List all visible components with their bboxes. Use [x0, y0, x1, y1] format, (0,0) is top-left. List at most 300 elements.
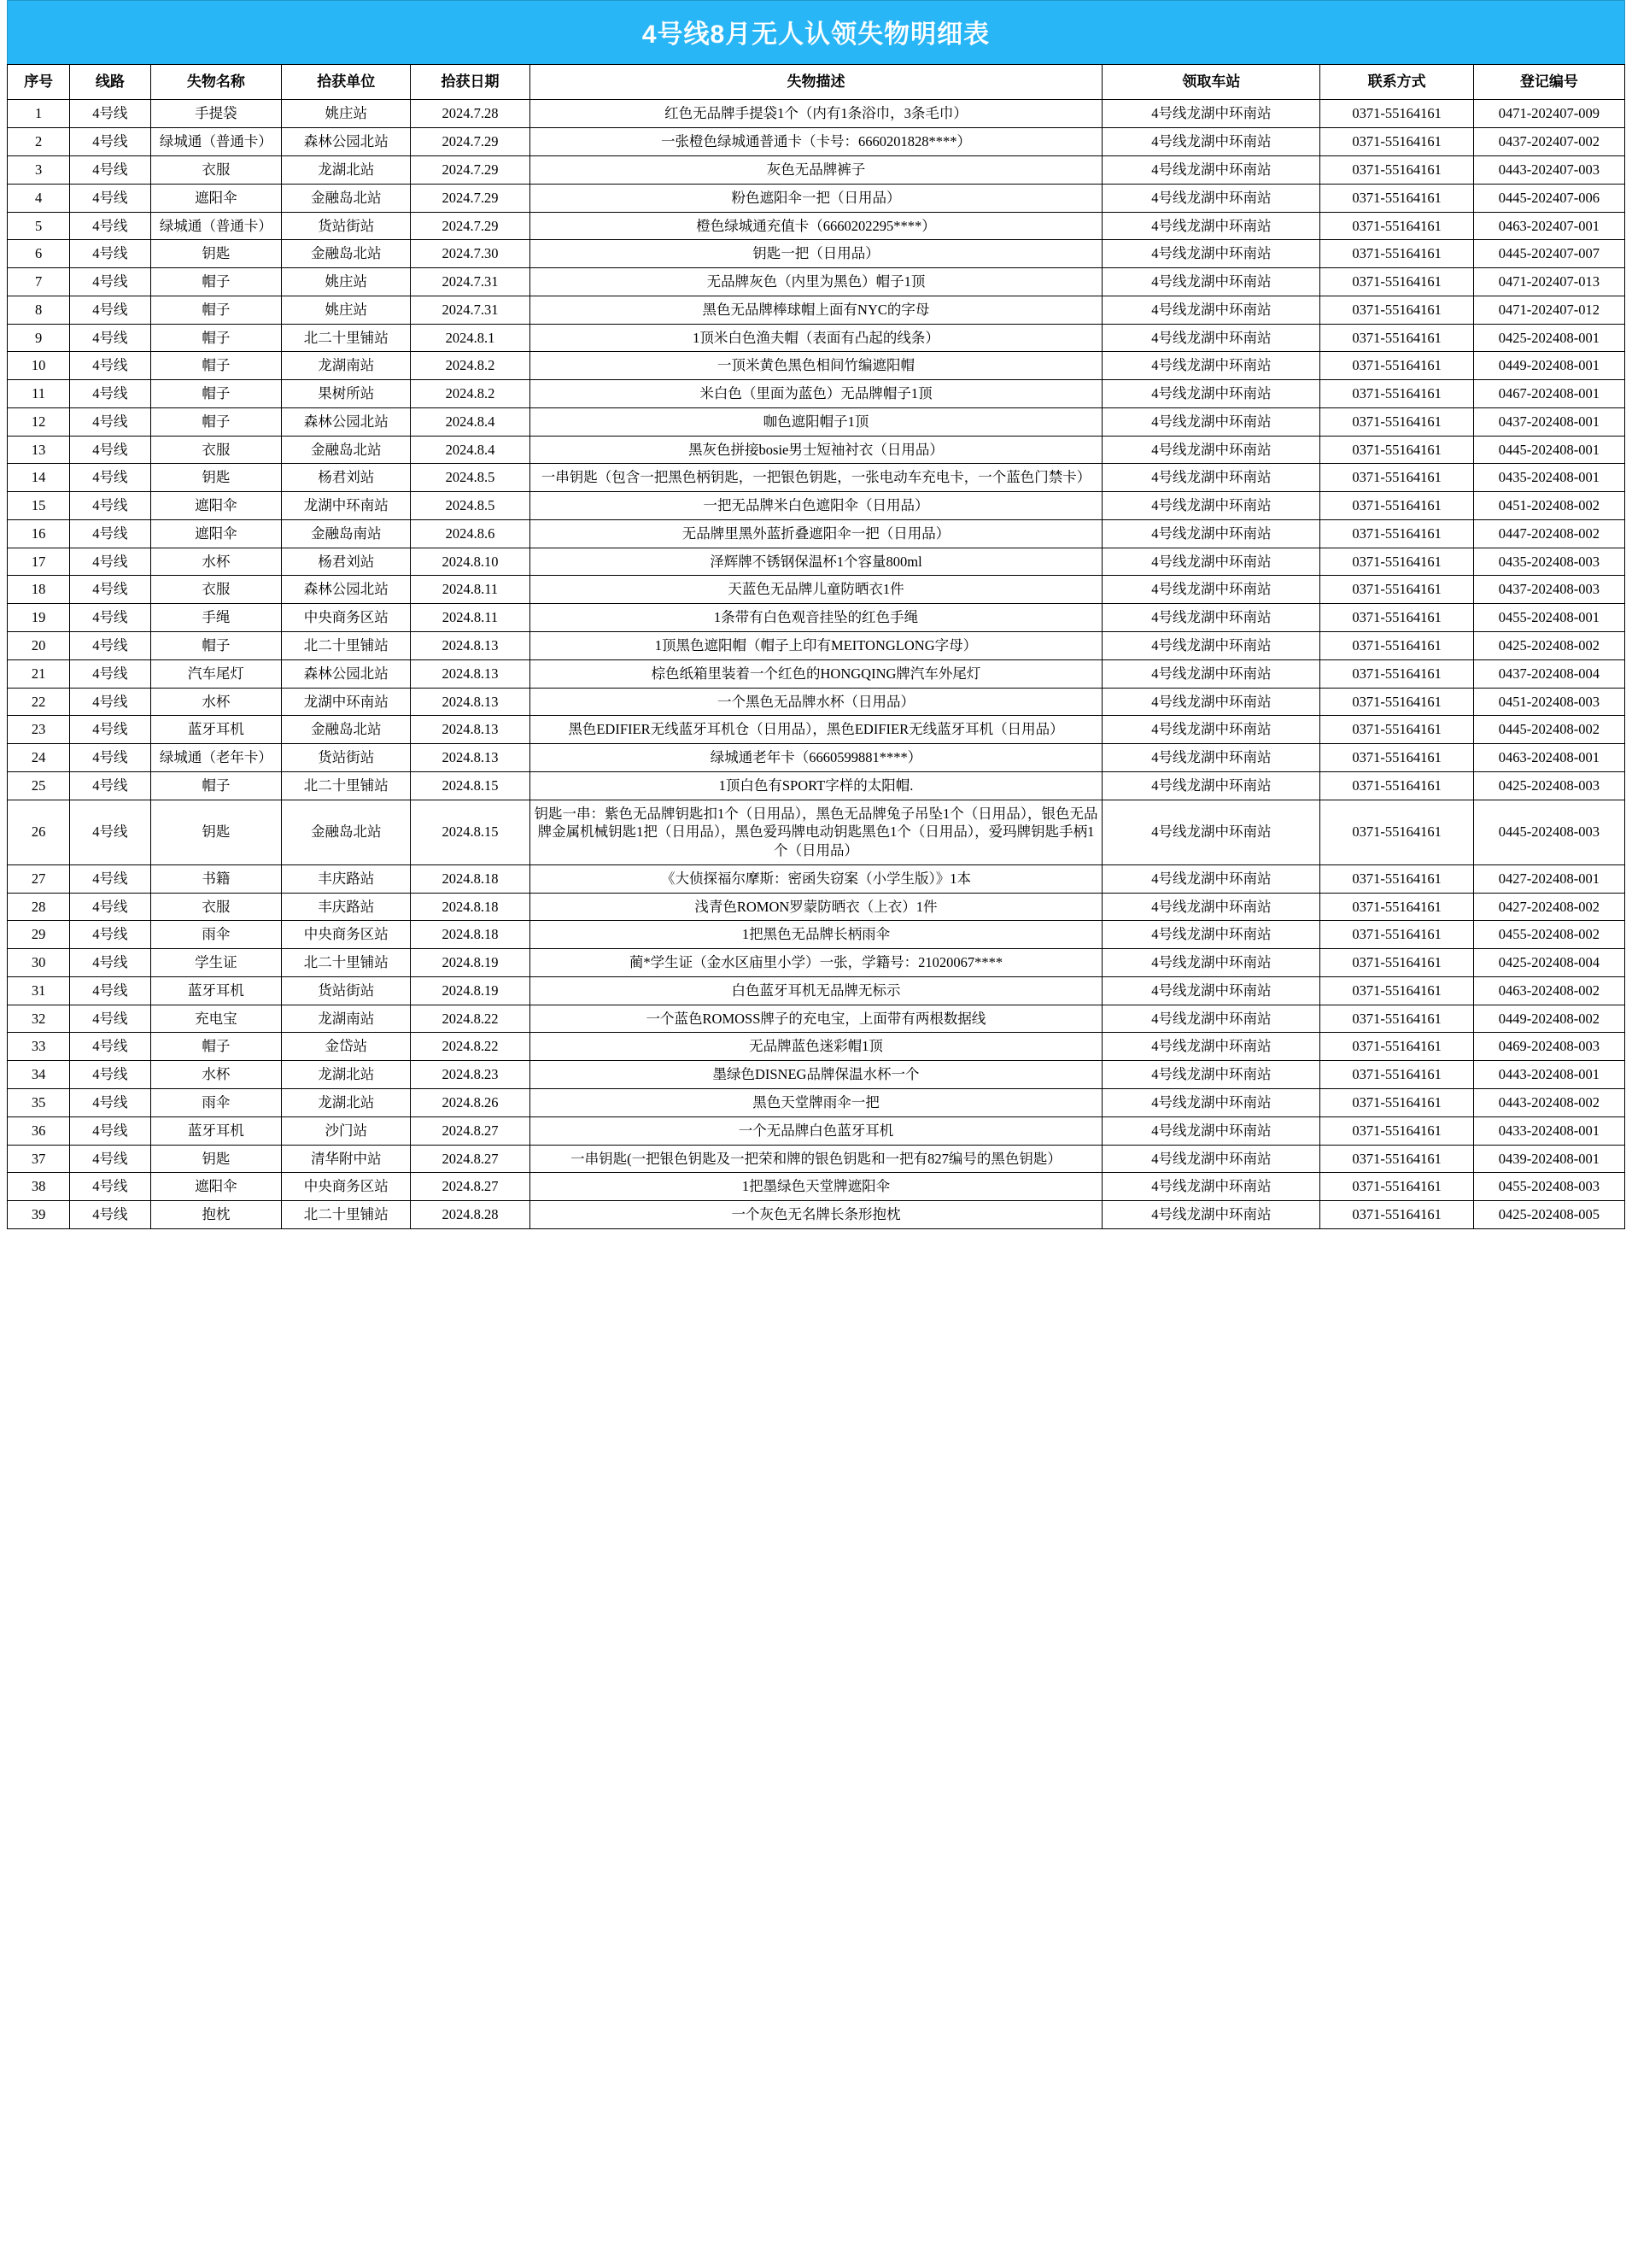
cell-found-date: 2024.8.11 [411, 576, 529, 604]
cell-found-unit: 龙湖南站 [282, 352, 411, 380]
cell-registration-no: 0427-202408-001 [1473, 864, 1624, 893]
cell-found-date: 2024.8.6 [411, 519, 529, 548]
table-body [8, 100, 1625, 1228]
cell-no: 22 [8, 688, 70, 716]
cell-registration-no: 0463-202408-002 [1473, 976, 1624, 1005]
cell-item-name: 钥匙 [150, 464, 282, 492]
table-row [8, 744, 1625, 772]
cell-registration-no: 0471-202407-009 [1473, 100, 1624, 128]
cell-contact: 0371-55164161 [1320, 407, 1473, 436]
cell-pickup-station: 4号线龙湖中环南站 [1103, 407, 1320, 436]
cell-description: 墨绿色DISNEG品牌保温水杯一个 [529, 1061, 1103, 1089]
cell-description: 米白色（里面为蓝色）无品牌帽子1顶 [529, 380, 1103, 408]
cell-item-name: 衣服 [150, 893, 282, 921]
table-row [8, 1116, 1625, 1145]
cell-registration-no: 0443-202408-001 [1473, 1061, 1624, 1089]
cell-contact: 0371-55164161 [1320, 604, 1473, 632]
cell-line: 4号线 [70, 1089, 150, 1117]
cell-item-name: 衣服 [150, 155, 282, 184]
cell-found-date: 2024.7.28 [411, 100, 529, 128]
cell-description: 一张橙色绿城通普通卡（卡号：6660201828****） [529, 128, 1103, 156]
cell-description: 钥匙一把（日用品） [529, 240, 1103, 268]
cell-found-date: 2024.8.5 [411, 492, 529, 520]
cell-item-name: 抱枕 [150, 1201, 282, 1229]
cell-description: 黑灰色拼接bosie男士短袖衬衣（日用品） [529, 436, 1103, 464]
cell-line: 4号线 [70, 436, 150, 464]
cell-found-date: 2024.7.29 [411, 184, 529, 212]
cell-contact: 0371-55164161 [1320, 128, 1473, 156]
cell-no: 1 [8, 100, 70, 128]
cell-line: 4号线 [70, 407, 150, 436]
cell-description: 《大侦探福尔摩斯：密函失窃案（小学生版）》1本 [529, 864, 1103, 893]
cell-item-name: 学生证 [150, 949, 282, 977]
cell-no: 14 [8, 464, 70, 492]
cell-pickup-station: 4号线龙湖中环南站 [1103, 155, 1320, 184]
cell-no: 17 [8, 548, 70, 576]
table-row [8, 128, 1625, 156]
cell-contact: 0371-55164161 [1320, 519, 1473, 548]
cell-pickup-station: 4号线龙湖中环南站 [1103, 212, 1320, 240]
table-row [8, 688, 1625, 716]
cell-line: 4号线 [70, 212, 150, 240]
cell-line: 4号线 [70, 921, 150, 949]
cell-item-name: 遮阳伞 [150, 184, 282, 212]
cell-pickup-station: 4号线龙湖中环南站 [1103, 436, 1320, 464]
cell-item-name: 帽子 [150, 771, 282, 800]
cell-description: 无品牌蓝色迷彩帽1顶 [529, 1033, 1103, 1061]
cell-description: 一顶米黄色黑色相间竹编遮阳帽 [529, 352, 1103, 380]
cell-found-unit: 货站街站 [282, 976, 411, 1005]
cell-registration-no: 0425-202408-003 [1473, 771, 1624, 800]
table-row [8, 492, 1625, 520]
cell-no: 23 [8, 716, 70, 744]
cell-found-date: 2024.8.15 [411, 771, 529, 800]
cell-description: 棕色纸箱里装着一个红色的HONGQING牌汽车外尾灯 [529, 659, 1103, 688]
cell-found-date: 2024.8.27 [411, 1173, 529, 1201]
cell-found-date: 2024.8.11 [411, 604, 529, 632]
cell-description: 浅青色ROMON罗蒙防晒衣（上衣）1件 [529, 893, 1103, 921]
cell-line: 4号线 [70, 576, 150, 604]
cell-contact: 0371-55164161 [1320, 212, 1473, 240]
cell-found-date: 2024.8.13 [411, 744, 529, 772]
cell-pickup-station: 4号线龙湖中环南站 [1103, 864, 1320, 893]
cell-item-name: 帽子 [150, 631, 282, 659]
cell-no: 5 [8, 212, 70, 240]
cell-item-name: 衣服 [150, 576, 282, 604]
cell-no: 7 [8, 268, 70, 296]
cell-found-date: 2024.8.15 [411, 800, 529, 864]
cell-pickup-station: 4号线龙湖中环南站 [1103, 184, 1320, 212]
cell-line: 4号线 [70, 864, 150, 893]
cell-pickup-station: 4号线龙湖中环南站 [1103, 1116, 1320, 1145]
table-row [8, 893, 1625, 921]
column-header-item-name: 失物名称 [150, 65, 282, 100]
cell-registration-no: 0437-202408-001 [1473, 407, 1624, 436]
cell-description: 1把墨绿色天堂牌遮阳伞 [529, 1173, 1103, 1201]
cell-contact: 0371-55164161 [1320, 688, 1473, 716]
cell-found-unit: 龙湖北站 [282, 1061, 411, 1089]
table-row [8, 155, 1625, 184]
cell-no: 35 [8, 1089, 70, 1117]
cell-item-name: 手绳 [150, 604, 282, 632]
cell-item-name: 蓝牙耳机 [150, 1116, 282, 1145]
cell-item-name: 钥匙 [150, 1145, 282, 1173]
cell-no: 28 [8, 893, 70, 921]
cell-registration-no: 0435-202408-003 [1473, 548, 1624, 576]
cell-found-date: 2024.8.23 [411, 1061, 529, 1089]
cell-line: 4号线 [70, 268, 150, 296]
cell-line: 4号线 [70, 240, 150, 268]
table-header-row [8, 65, 1625, 100]
table-row [8, 436, 1625, 464]
column-header-contact: 联系方式 [1320, 65, 1473, 100]
cell-no: 8 [8, 296, 70, 324]
cell-found-unit: 北二十里铺站 [282, 771, 411, 800]
cell-line: 4号线 [70, 893, 150, 921]
cell-contact: 0371-55164161 [1320, 976, 1473, 1005]
cell-contact: 0371-55164161 [1320, 1201, 1473, 1229]
table-row [8, 212, 1625, 240]
table-row [8, 464, 1625, 492]
cell-contact: 0371-55164161 [1320, 893, 1473, 921]
cell-item-name: 充电宝 [150, 1005, 282, 1033]
cell-description: 红色无品牌手提袋1个（内有1条浴巾，3条毛巾） [529, 100, 1103, 128]
cell-found-unit: 货站街站 [282, 744, 411, 772]
cell-contact: 0371-55164161 [1320, 296, 1473, 324]
cell-item-name: 水杯 [150, 548, 282, 576]
cell-pickup-station: 4号线龙湖中环南站 [1103, 548, 1320, 576]
cell-found-date: 2024.8.27 [411, 1116, 529, 1145]
table-row [8, 407, 1625, 436]
cell-pickup-station: 4号线龙湖中环南站 [1103, 1033, 1320, 1061]
cell-found-unit: 金融岛北站 [282, 436, 411, 464]
cell-description: 黑色无品牌棒球帽上面有NYC的字母 [529, 296, 1103, 324]
cell-found-unit: 金岱站 [282, 1033, 411, 1061]
cell-line: 4号线 [70, 744, 150, 772]
cell-line: 4号线 [70, 631, 150, 659]
cell-description: 绿城通老年卡（6660599881****） [529, 744, 1103, 772]
table-row [8, 296, 1625, 324]
table-row [8, 100, 1625, 128]
cell-line: 4号线 [70, 688, 150, 716]
cell-contact: 0371-55164161 [1320, 240, 1473, 268]
cell-found-unit: 北二十里铺站 [282, 631, 411, 659]
cell-description: 黑色天堂牌雨伞一把 [529, 1089, 1103, 1117]
cell-pickup-station: 4号线龙湖中环南站 [1103, 631, 1320, 659]
cell-no: 20 [8, 631, 70, 659]
cell-registration-no: 0443-202407-003 [1473, 155, 1624, 184]
cell-found-date: 2024.8.1 [411, 324, 529, 352]
cell-contact: 0371-55164161 [1320, 921, 1473, 949]
cell-description: 天蓝色无品牌儿童防晒衣1件 [529, 576, 1103, 604]
cell-no: 3 [8, 155, 70, 184]
cell-description: 蔺*学生证（金水区庙里小学）一张，学籍号：21020067**** [529, 949, 1103, 977]
cell-registration-no: 0469-202408-003 [1473, 1033, 1624, 1061]
cell-item-name: 水杯 [150, 688, 282, 716]
cell-registration-no: 0471-202407-012 [1473, 296, 1624, 324]
cell-item-name: 汽车尾灯 [150, 659, 282, 688]
cell-found-date: 2024.8.2 [411, 380, 529, 408]
cell-contact: 0371-55164161 [1320, 100, 1473, 128]
table-row [8, 352, 1625, 380]
cell-pickup-station: 4号线龙湖中环南站 [1103, 800, 1320, 864]
cell-item-name: 衣服 [150, 436, 282, 464]
cell-pickup-station: 4号线龙湖中环南站 [1103, 976, 1320, 1005]
cell-contact: 0371-55164161 [1320, 352, 1473, 380]
cell-found-unit: 龙湖中环南站 [282, 492, 411, 520]
cell-no: 26 [8, 800, 70, 864]
cell-pickup-station: 4号线龙湖中环南站 [1103, 688, 1320, 716]
cell-item-name: 绿城通（普通卡） [150, 128, 282, 156]
cell-contact: 0371-55164161 [1320, 380, 1473, 408]
cell-item-name: 遮阳伞 [150, 492, 282, 520]
cell-found-unit: 金融岛北站 [282, 800, 411, 864]
cell-item-name: 水杯 [150, 1061, 282, 1089]
cell-description: 黑色EDIFIER无线蓝牙耳机仓（日用品），黑色EDIFIER无线蓝牙耳机（日用品） [529, 716, 1103, 744]
table-row [8, 659, 1625, 688]
cell-found-unit: 龙湖北站 [282, 155, 411, 184]
table-row [8, 976, 1625, 1005]
cell-registration-no: 0449-202408-002 [1473, 1005, 1624, 1033]
cell-line: 4号线 [70, 1005, 150, 1033]
cell-item-name: 蓝牙耳机 [150, 976, 282, 1005]
cell-pickup-station: 4号线龙湖中环南站 [1103, 1173, 1320, 1201]
cell-registration-no: 0425-202408-004 [1473, 949, 1624, 977]
cell-found-unit: 森林公园北站 [282, 128, 411, 156]
column-header-found-date: 拾获日期 [411, 65, 529, 100]
cell-contact: 0371-55164161 [1320, 155, 1473, 184]
cell-pickup-station: 4号线龙湖中环南站 [1103, 296, 1320, 324]
cell-found-date: 2024.7.29 [411, 212, 529, 240]
column-header-no: 序号 [8, 65, 70, 100]
cell-contact: 0371-55164161 [1320, 464, 1473, 492]
column-header-pickup-station: 领取车站 [1103, 65, 1320, 100]
cell-no: 6 [8, 240, 70, 268]
page-title: 4号线8月无人认领失物明细表 [7, 0, 1625, 64]
cell-item-name: 书籍 [150, 864, 282, 893]
cell-found-unit: 清华附中站 [282, 1145, 411, 1173]
cell-description: 无品牌里黑外蓝折叠遮阳伞一把（日用品） [529, 519, 1103, 548]
cell-no: 15 [8, 492, 70, 520]
cell-registration-no: 0467-202408-001 [1473, 380, 1624, 408]
cell-found-date: 2024.7.31 [411, 268, 529, 296]
cell-found-unit: 金融岛南站 [282, 519, 411, 548]
cell-found-unit: 北二十里铺站 [282, 949, 411, 977]
cell-line: 4号线 [70, 1145, 150, 1173]
cell-found-unit: 果树所站 [282, 380, 411, 408]
cell-registration-no: 0445-202407-006 [1473, 184, 1624, 212]
cell-line: 4号线 [70, 1061, 150, 1089]
table-row [8, 576, 1625, 604]
cell-contact: 0371-55164161 [1320, 744, 1473, 772]
cell-item-name: 绿城通（老年卡） [150, 744, 282, 772]
cell-description: 橙色绿城通充值卡（6660202295****） [529, 212, 1103, 240]
cell-line: 4号线 [70, 548, 150, 576]
cell-found-date: 2024.8.22 [411, 1005, 529, 1033]
cell-no: 13 [8, 436, 70, 464]
cell-registration-no: 0451-202408-002 [1473, 492, 1624, 520]
cell-line: 4号线 [70, 1201, 150, 1229]
table-row [8, 921, 1625, 949]
cell-registration-no: 0447-202408-002 [1473, 519, 1624, 548]
cell-found-date: 2024.8.27 [411, 1145, 529, 1173]
cell-no: 38 [8, 1173, 70, 1201]
table-row [8, 949, 1625, 977]
cell-registration-no: 0443-202408-002 [1473, 1089, 1624, 1117]
cell-item-name: 雨伞 [150, 1089, 282, 1117]
cell-no: 34 [8, 1061, 70, 1089]
cell-found-unit: 北二十里铺站 [282, 1201, 411, 1229]
cell-found-unit: 森林公园北站 [282, 659, 411, 688]
table-row [8, 324, 1625, 352]
cell-registration-no: 0451-202408-003 [1473, 688, 1624, 716]
table-row [8, 716, 1625, 744]
cell-registration-no: 0455-202408-002 [1473, 921, 1624, 949]
cell-pickup-station: 4号线龙湖中环南站 [1103, 519, 1320, 548]
cell-found-unit: 丰庆路站 [282, 864, 411, 893]
cell-line: 4号线 [70, 800, 150, 864]
cell-found-date: 2024.7.29 [411, 128, 529, 156]
cell-description: 一把无品牌米白色遮阳伞（日用品） [529, 492, 1103, 520]
cell-found-unit: 龙湖中环南站 [282, 688, 411, 716]
cell-found-unit: 丰庆路站 [282, 893, 411, 921]
table-row [8, 1089, 1625, 1117]
cell-contact: 0371-55164161 [1320, 1116, 1473, 1145]
table-row [8, 268, 1625, 296]
cell-item-name: 钥匙 [150, 240, 282, 268]
table-row [8, 1201, 1625, 1229]
cell-found-date: 2024.8.18 [411, 921, 529, 949]
cell-found-unit: 沙门站 [282, 1116, 411, 1145]
table-row [8, 548, 1625, 576]
cell-contact: 0371-55164161 [1320, 659, 1473, 688]
cell-pickup-station: 4号线龙湖中环南站 [1103, 949, 1320, 977]
cell-no: 32 [8, 1005, 70, 1033]
cell-line: 4号线 [70, 1173, 150, 1201]
cell-pickup-station: 4号线龙湖中环南站 [1103, 324, 1320, 352]
cell-registration-no: 0445-202408-003 [1473, 800, 1624, 864]
cell-line: 4号线 [70, 100, 150, 128]
table-row [8, 1005, 1625, 1033]
cell-contact: 0371-55164161 [1320, 1061, 1473, 1089]
cell-contact: 0371-55164161 [1320, 1005, 1473, 1033]
cell-found-date: 2024.7.30 [411, 240, 529, 268]
cell-contact: 0371-55164161 [1320, 771, 1473, 800]
cell-line: 4号线 [70, 716, 150, 744]
cell-line: 4号线 [70, 324, 150, 352]
table-row [8, 1061, 1625, 1089]
cell-contact: 0371-55164161 [1320, 1089, 1473, 1117]
cell-found-unit: 中央商务区站 [282, 604, 411, 632]
cell-contact: 0371-55164161 [1320, 576, 1473, 604]
cell-pickup-station: 4号线龙湖中环南站 [1103, 921, 1320, 949]
cell-contact: 0371-55164161 [1320, 548, 1473, 576]
cell-pickup-station: 4号线龙湖中环南站 [1103, 380, 1320, 408]
cell-found-unit: 金融岛北站 [282, 184, 411, 212]
table-header [8, 65, 1625, 100]
cell-no: 36 [8, 1116, 70, 1145]
cell-found-date: 2024.8.5 [411, 464, 529, 492]
cell-no: 24 [8, 744, 70, 772]
cell-line: 4号线 [70, 184, 150, 212]
cell-line: 4号线 [70, 464, 150, 492]
cell-found-unit: 姚庄站 [282, 296, 411, 324]
cell-no: 4 [8, 184, 70, 212]
cell-contact: 0371-55164161 [1320, 268, 1473, 296]
column-header-found-unit: 拾获单位 [282, 65, 411, 100]
cell-description: 1顶黑色遮阳帽（帽子上印有MEITONGLONG字母） [529, 631, 1103, 659]
cell-found-date: 2024.8.19 [411, 949, 529, 977]
cell-item-name: 蓝牙耳机 [150, 716, 282, 744]
cell-registration-no: 0425-202408-002 [1473, 631, 1624, 659]
cell-contact: 0371-55164161 [1320, 1145, 1473, 1173]
cell-description: 粉色遮阳伞一把（日用品） [529, 184, 1103, 212]
cell-registration-no: 0445-202408-001 [1473, 436, 1624, 464]
cell-no: 33 [8, 1033, 70, 1061]
cell-no: 27 [8, 864, 70, 893]
cell-description: 咖色遮阳帽子1顶 [529, 407, 1103, 436]
cell-item-name: 帽子 [150, 380, 282, 408]
cell-registration-no: 0455-202408-001 [1473, 604, 1624, 632]
cell-contact: 0371-55164161 [1320, 324, 1473, 352]
cell-no: 37 [8, 1145, 70, 1173]
cell-found-date: 2024.8.19 [411, 976, 529, 1005]
cell-item-name: 帽子 [150, 407, 282, 436]
cell-item-name: 帽子 [150, 352, 282, 380]
table-row [8, 1033, 1625, 1061]
cell-found-date: 2024.8.2 [411, 352, 529, 380]
cell-description: 1条带有白色观音挂坠的红色手绳 [529, 604, 1103, 632]
cell-registration-no: 0427-202408-002 [1473, 893, 1624, 921]
cell-found-date: 2024.8.28 [411, 1201, 529, 1229]
cell-line: 4号线 [70, 128, 150, 156]
cell-description: 1顶米白色渔夫帽（表面有凸起的线条） [529, 324, 1103, 352]
table-row [8, 240, 1625, 268]
cell-registration-no: 0425-202408-005 [1473, 1201, 1624, 1229]
cell-registration-no: 0437-202408-004 [1473, 659, 1624, 688]
cell-found-date: 2024.8.18 [411, 864, 529, 893]
cell-registration-no: 0425-202408-001 [1473, 324, 1624, 352]
cell-pickup-station: 4号线龙湖中环南站 [1103, 240, 1320, 268]
cell-no: 39 [8, 1201, 70, 1229]
cell-no: 30 [8, 949, 70, 977]
cell-no: 2 [8, 128, 70, 156]
cell-no: 10 [8, 352, 70, 380]
cell-line: 4号线 [70, 519, 150, 548]
cell-found-unit: 森林公园北站 [282, 407, 411, 436]
cell-found-unit: 龙湖北站 [282, 1089, 411, 1117]
cell-found-unit: 金融岛北站 [282, 716, 411, 744]
cell-description: 一串钥匙（包含一把黑色柄钥匙，一把银色钥匙，一张电动车充电卡，一个蓝色门禁卡） [529, 464, 1103, 492]
cell-line: 4号线 [70, 352, 150, 380]
cell-registration-no: 0433-202408-001 [1473, 1116, 1624, 1145]
cell-found-unit: 姚庄站 [282, 100, 411, 128]
column-header-registration-no: 登记编号 [1473, 65, 1624, 100]
cell-item-name: 钥匙 [150, 800, 282, 864]
cell-line: 4号线 [70, 949, 150, 977]
cell-registration-no: 0445-202408-002 [1473, 716, 1624, 744]
cell-found-unit: 姚庄站 [282, 268, 411, 296]
table-row [8, 184, 1625, 212]
table-row [8, 800, 1625, 864]
cell-found-date: 2024.8.10 [411, 548, 529, 576]
cell-line: 4号线 [70, 492, 150, 520]
cell-pickup-station: 4号线龙湖中环南站 [1103, 464, 1320, 492]
cell-registration-no: 0471-202407-013 [1473, 268, 1624, 296]
cell-pickup-station: 4号线龙湖中环南站 [1103, 100, 1320, 128]
cell-contact: 0371-55164161 [1320, 492, 1473, 520]
cell-pickup-station: 4号线龙湖中环南站 [1103, 1089, 1320, 1117]
